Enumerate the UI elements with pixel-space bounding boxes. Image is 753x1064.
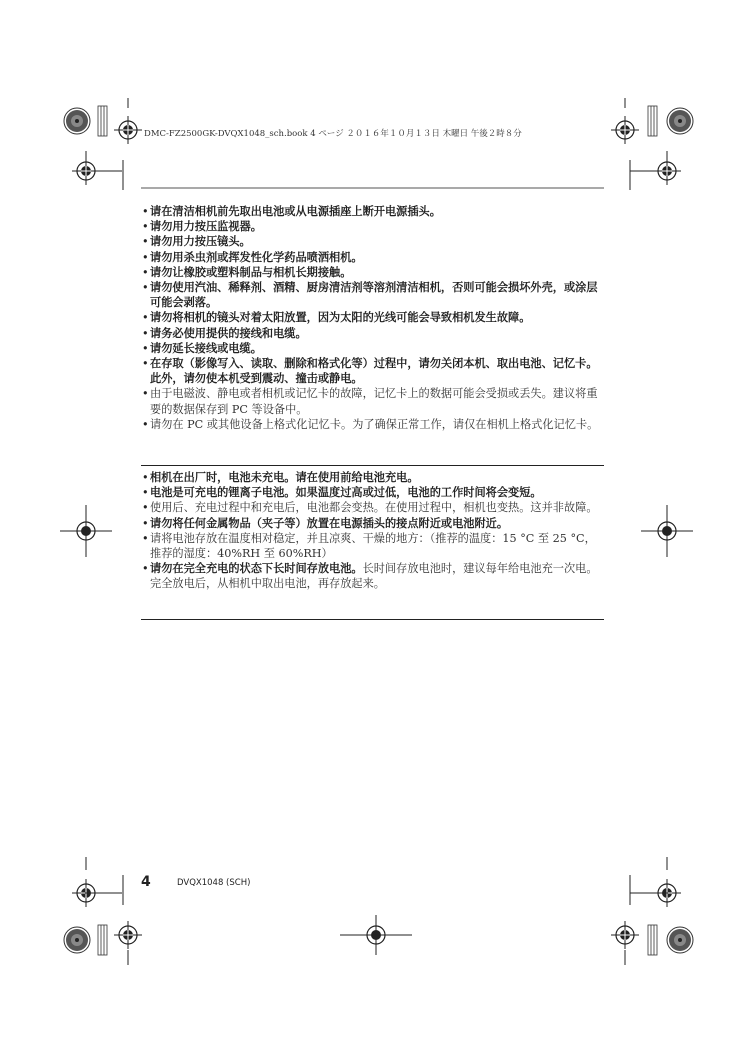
crop-mark-top-right — [611, 98, 693, 190]
list-item: • 相机在出厂时，电池未充电。请在使用前给电池充电。 — [141, 470, 604, 485]
list-item: • 电池是可充电的锂离子电池。如果温度过高或过低，电池的工作时间将会变短。 — [141, 485, 604, 500]
list-item: • 请勿在完全充电的状态下长时间存放电池。长时间存放电池时，建议每年给电池充一次电。完全放电后，从相机中取出电池，再存放起来。 — [141, 561, 604, 591]
crop-mark-bottom-center — [340, 915, 412, 955]
crop-mark-bottom-right — [611, 857, 693, 965]
list-item: • 请务必使用提供的接线和电缆。 — [141, 326, 604, 341]
crop-mark-top-left — [64, 98, 142, 190]
list-item: • 使用后、充电过程中和充电后，电池都会变热。在使用过程中，相机也变热。这并非故障。 — [141, 500, 604, 515]
list-item: • 在存取（影像写入、读取、删除和格式化等）过程中，请勿关闭本机、取出电池、记忆卡。此外，请勿使本机受到震动、撞击或静电。 — [141, 356, 604, 386]
list-item: • 请勿用力按压监视器。 — [141, 219, 604, 234]
list-item: • 请勿在 PC 或其他设备上格式化记忆卡。为了确保正常工作，请仅在相机上格式化记忆卡。 — [141, 417, 604, 432]
section-divider — [141, 619, 604, 620]
crop-mark-bottom-left — [64, 857, 142, 965]
list-item: • 请勿使用汽油、稀释剂、酒精、厨房清洁剂等溶剂清洁相机，否则可能会损坏外壳，或涂层可能会剥落。 — [141, 280, 604, 310]
list-item: • 请勿用力按压镜头。 — [141, 234, 604, 249]
page-number: 4 — [141, 874, 151, 890]
list-item: • 请勿让橡胶或塑料制品与相机长期接触。 — [141, 265, 604, 280]
battery-section — [141, 470, 604, 592]
crop-mark-middle-right — [641, 505, 693, 557]
list-item: • 请勿将任何金属物品（夹子等）放置在电源插头的接点附近或电池附近。 — [141, 516, 604, 531]
list-item: • 请勿用杀虫剂或挥发性化学药品喷洒相机。 — [141, 250, 604, 265]
list-item: • 请将电池存放在温度相对稳定，并且凉爽、干燥的地方：（推荐的温度：15 °C 至 25 °C，推荐的湿度：40%RH 至 60%RH） — [141, 531, 604, 561]
list-item: • 请勿将相机的镜头对着太阳放置，因为太阳的光线可能会导致相机发生故障。 — [141, 310, 604, 325]
list-item: • 请在清洁相机前先取出电池或从电源插座上断开电源插头。 — [141, 204, 604, 219]
crop-mark-middle-left — [60, 505, 112, 557]
list-item: • 请勿延长接线或电缆。 — [141, 341, 604, 356]
care-section — [141, 204, 604, 432]
document-code: DVQX1048 (SCH) — [177, 878, 251, 888]
top-rule — [141, 187, 604, 189]
list-item: • 由于电磁波、静电或者相机或记忆卡的故障，记忆卡上的数据可能会受损或丢失。建议将重要的数据保存到 PC 等设备中。 — [141, 386, 604, 416]
section-divider — [141, 465, 604, 466]
print-header: DMC-FZ2500GK-DVQX1048_sch.book 4 ページ ２０１６年１０月１３日 木曜日 午後２時８分 — [144, 129, 522, 139]
